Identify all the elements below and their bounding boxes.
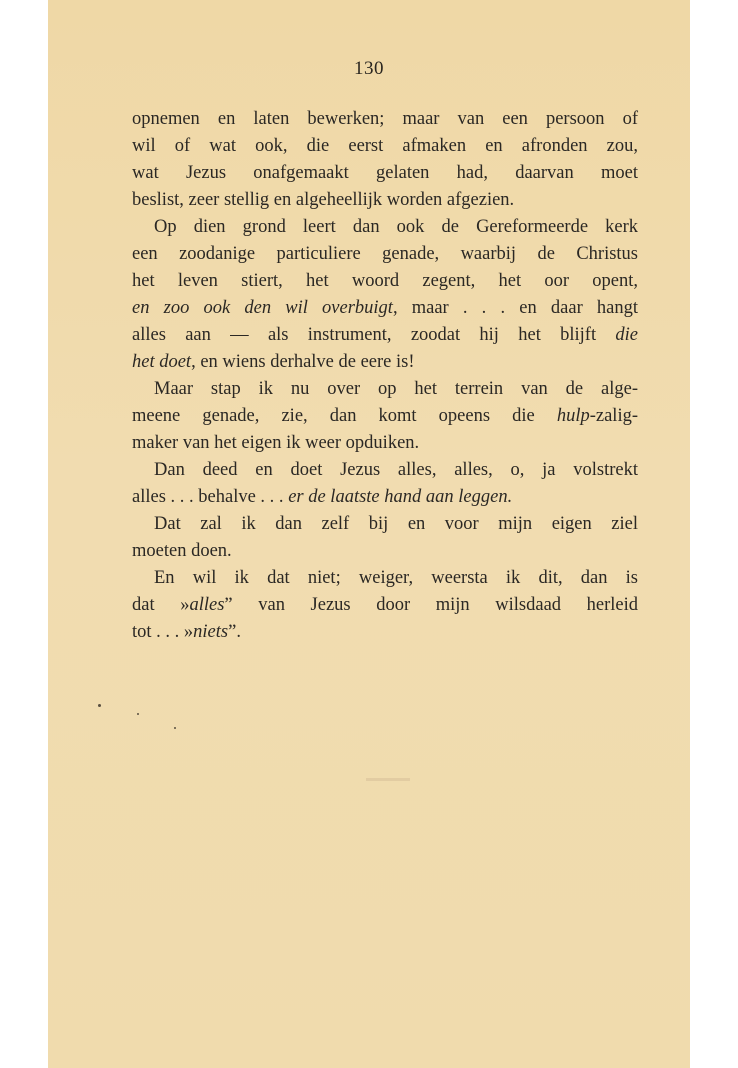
line-text: tot . . . »	[132, 622, 194, 642]
text-line	[132, 214, 638, 241]
text-line	[132, 538, 638, 565]
faint-mark	[366, 778, 410, 781]
line-text: En wil ik dat niet; weiger, weersta ik dit, dan is	[154, 568, 638, 588]
italic-text: er de laatste hand aan leggen.	[288, 487, 513, 507]
text-line	[132, 133, 638, 160]
line-text: opnemen en laten bewerken; maar van een persoon of	[132, 109, 638, 129]
line-text: het leven stiert, het woord zegent, het oor opent,	[132, 271, 638, 291]
line-text: , en wiens derhalve de eere is!	[191, 352, 415, 372]
text-line	[132, 106, 638, 133]
paper-speck	[98, 704, 101, 707]
text-line	[132, 511, 638, 538]
italic-text: alles	[189, 595, 225, 615]
italic-text: hulp	[556, 406, 590, 426]
text-line	[132, 430, 638, 457]
text-line	[132, 187, 638, 214]
line-text: Dat zal ik dan zelf bij en voor mijn eigen ziel	[154, 514, 638, 534]
line-text: ” van Jezus door mijn wilsdaad herleid	[224, 595, 638, 615]
paper-speck	[174, 727, 176, 729]
text-line	[132, 484, 638, 511]
line-text: wil of wat ook, die eerst afmaken en afronden zou,	[132, 136, 638, 156]
line-text: Op dien grond leert dan ook de Gereformeerde kerk	[154, 217, 638, 237]
italic-text: het doet	[132, 352, 192, 372]
line-text: beslist, zeer stellig en algeheellijk worden afgezien.	[132, 190, 515, 210]
text-line	[132, 592, 638, 619]
line-text: een zoodanige particuliere genade, waarbij de Christus	[132, 244, 638, 264]
book-page	[48, 0, 690, 1068]
text-line	[132, 349, 638, 376]
italic-text: en zoo ook den wil overbuigt	[132, 298, 393, 318]
text-line	[132, 403, 638, 430]
line-text: Maar stap ik nu over op het terrein van de alge-	[154, 379, 638, 399]
text-line	[132, 565, 638, 592]
italic-text: niets	[193, 622, 229, 642]
text-line	[132, 322, 638, 349]
line-text: ”.	[228, 622, 241, 642]
line-text: Dan deed en doet Jezus alles, alles, o, ja volstrekt	[154, 460, 638, 480]
text-line	[132, 160, 638, 187]
line-text: alles . . . behalve . . .	[132, 487, 289, 507]
line-text: alles aan — als instrument, zoodat hij het blijft	[132, 325, 616, 345]
page-number: 130	[354, 58, 384, 79]
line-text: maker van het eigen ik weer opduiken.	[132, 433, 420, 453]
paper-speck	[137, 713, 139, 715]
text-line	[132, 241, 638, 268]
line-text: wat Jezus onafgemaakt gelaten had, daarvan moet	[132, 163, 638, 183]
text-line	[132, 457, 638, 484]
text-line	[132, 619, 638, 646]
line-text: moeten doen.	[132, 541, 232, 561]
italic-text: die	[615, 325, 638, 345]
text-line	[132, 268, 638, 295]
line-text: meene genade, zie, dan komt opeens die	[132, 406, 557, 426]
line-text: -zalig-	[589, 406, 638, 426]
line-text: dat »	[132, 595, 190, 615]
text-line	[132, 295, 638, 322]
text-line	[132, 376, 638, 403]
line-text: , maar . . . en daar hangt	[392, 298, 638, 318]
body-text	[132, 106, 638, 646]
